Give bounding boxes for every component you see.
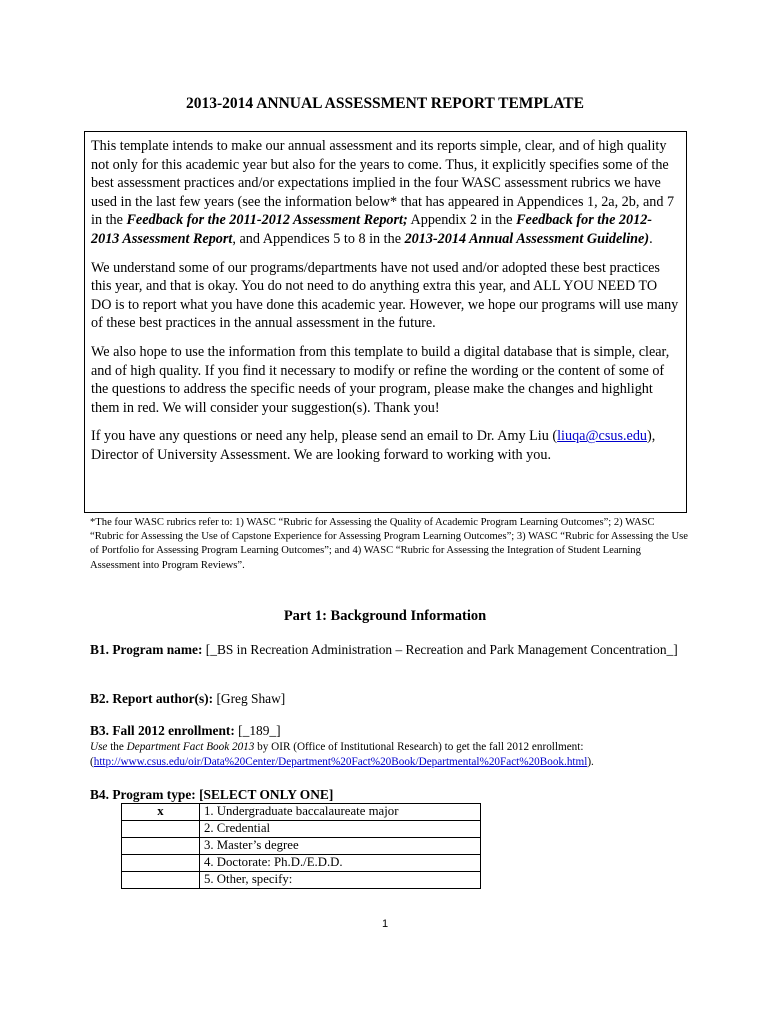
intro-paragraph-3: We also hope to use the information from this template to build a digital database that is simple, clear, and of high quality. If you find it necessary to modify or refine the wording or the content of some of the questions to address the specific needs of your program, please make the changes and highlight them in red. We will consider your suggestion(s). Thank you! bbox=[91, 343, 670, 416]
table-row bbox=[122, 872, 481, 889]
intro-box bbox=[84, 131, 687, 513]
intro-p4-text: If you have any questions or need any help, please send an email to Dr. Amy Liu ( bbox=[91, 428, 558, 445]
table-row bbox=[122, 821, 481, 838]
select-cell[interactable] bbox=[122, 855, 200, 872]
note-end: ). bbox=[587, 756, 594, 768]
option-label: 1. Undergraduate baccalaureate major bbox=[200, 804, 481, 821]
question-b1-label: B1. Program name: bbox=[90, 642, 203, 657]
note-fact-book: Department Fact Book 2013 bbox=[126, 741, 255, 753]
intro-p1-text-2: Appendix 2 in the bbox=[407, 212, 517, 229]
note-use: Use bbox=[90, 741, 108, 753]
page-number: 1 bbox=[381, 918, 389, 930]
question-b3-answer[interactable]: [_189_] bbox=[234, 723, 281, 738]
select-cell[interactable] bbox=[122, 872, 200, 889]
intro-p4-text-2: ), Director of University Assessment. We are looking forward to working with you. bbox=[91, 428, 656, 463]
question-b3 bbox=[90, 723, 690, 740]
page-title: 2013-2014 ANNUAL ASSESSMENT REPORT TEMPLATE bbox=[186, 95, 584, 112]
table-row bbox=[122, 855, 481, 872]
intro-p1-period: . bbox=[649, 230, 653, 247]
question-b3-note bbox=[90, 740, 700, 770]
intro-paragraph-2: We understand some of our programs/departments have not used and/or adopted these best practices this year, and that is okay. You do not need to do anything extra this year, and ALL YOU NEED TO DO is to report what you have done this academic year. However, we hope our programs will use many of these best practices in the annual assessment in the future. bbox=[91, 259, 679, 332]
question-b3-label: B3. Fall 2012 enrollment: bbox=[90, 723, 235, 738]
note-text: by OIR (Office of Institutional Research) to get the fall 2012 enrollment: ( bbox=[90, 741, 584, 768]
question-b2-label: B2. Report author(s): bbox=[90, 691, 214, 706]
table-row bbox=[122, 804, 481, 821]
option-label: 4. Doctorate: Ph.D./E.D.D. bbox=[200, 855, 481, 872]
wasc-footnote: *The four WASC rubrics refer to: 1) WASC “Rubric for Assessing the Quality of Academic Program Learning Outcomes”; 2) WASC “Rubric for Assessing the Use of Capstone Experience for Assessing Program Learning Outcomes”; 3) WASC “Rubric for Assessing the Use of Portfolio for Assessing Program Learning Outcomes”; and 4) WASC “Rubric for Assessing the Integration of Student Learning Assessment into Program Reviews”. bbox=[90, 517, 688, 571]
intro-p1-feedback-2011: Feedback for the 2011-2012 Assessment Report; bbox=[126, 212, 408, 229]
question-b2-answer[interactable]: [Greg Shaw] bbox=[213, 691, 286, 706]
section-heading-part1: Part 1: Background Information bbox=[283, 608, 487, 624]
select-cell[interactable] bbox=[122, 821, 200, 838]
intro-paragraph-1 bbox=[91, 137, 680, 249]
question-b1-answer[interactable]: [_BS in Recreation Administration – Recreation and Park Management Concentration_] bbox=[202, 642, 678, 657]
fact-book-link[interactable]: http://www.csus.edu/oir/Data%20Center/Department%20Fact%20Book/Departmental%20Fact%20Book.html bbox=[93, 756, 588, 768]
intro-p1-text: This template intends to make our annual assessment and its reports simple, clear, and of high quality not only for this academic year but also for the years to come. Thus, it explicitly specifies some of the best assessment practices and/or expectations implied in the four WASC assessment rubrics we have used in the last few years (see the information below* that has appeared in Appendices 1, 2a, 2b, and 7 in the bbox=[91, 138, 675, 229]
note-the: the bbox=[107, 741, 127, 753]
email-link[interactable]: liuqa@csus.edu bbox=[557, 428, 648, 445]
question-b2 bbox=[90, 691, 690, 708]
question-b4 bbox=[90, 787, 690, 804]
select-cell[interactable]: x bbox=[122, 804, 200, 821]
table-row bbox=[122, 838, 481, 855]
select-cell[interactable] bbox=[122, 838, 200, 855]
option-label: 5. Other, specify: bbox=[200, 872, 481, 889]
intro-paragraph-4 bbox=[91, 427, 680, 464]
option-label: 3. Master’s degree bbox=[200, 838, 481, 855]
option-label: 2. Credential bbox=[200, 821, 481, 838]
question-b4-label: B4. Program type: [SELECT ONLY ONE] bbox=[90, 787, 334, 802]
intro-p1-text-3: , and Appendices 5 to 8 in the bbox=[232, 230, 405, 247]
intro-p1-feedback-2012: Feedback for the 2012-2013 Assessment Report bbox=[91, 212, 653, 247]
intro-p1-guideline: 2013-2014 Annual Assessment Guideline) bbox=[404, 230, 650, 247]
program-type-table bbox=[121, 803, 481, 889]
question-b1 bbox=[90, 642, 690, 659]
